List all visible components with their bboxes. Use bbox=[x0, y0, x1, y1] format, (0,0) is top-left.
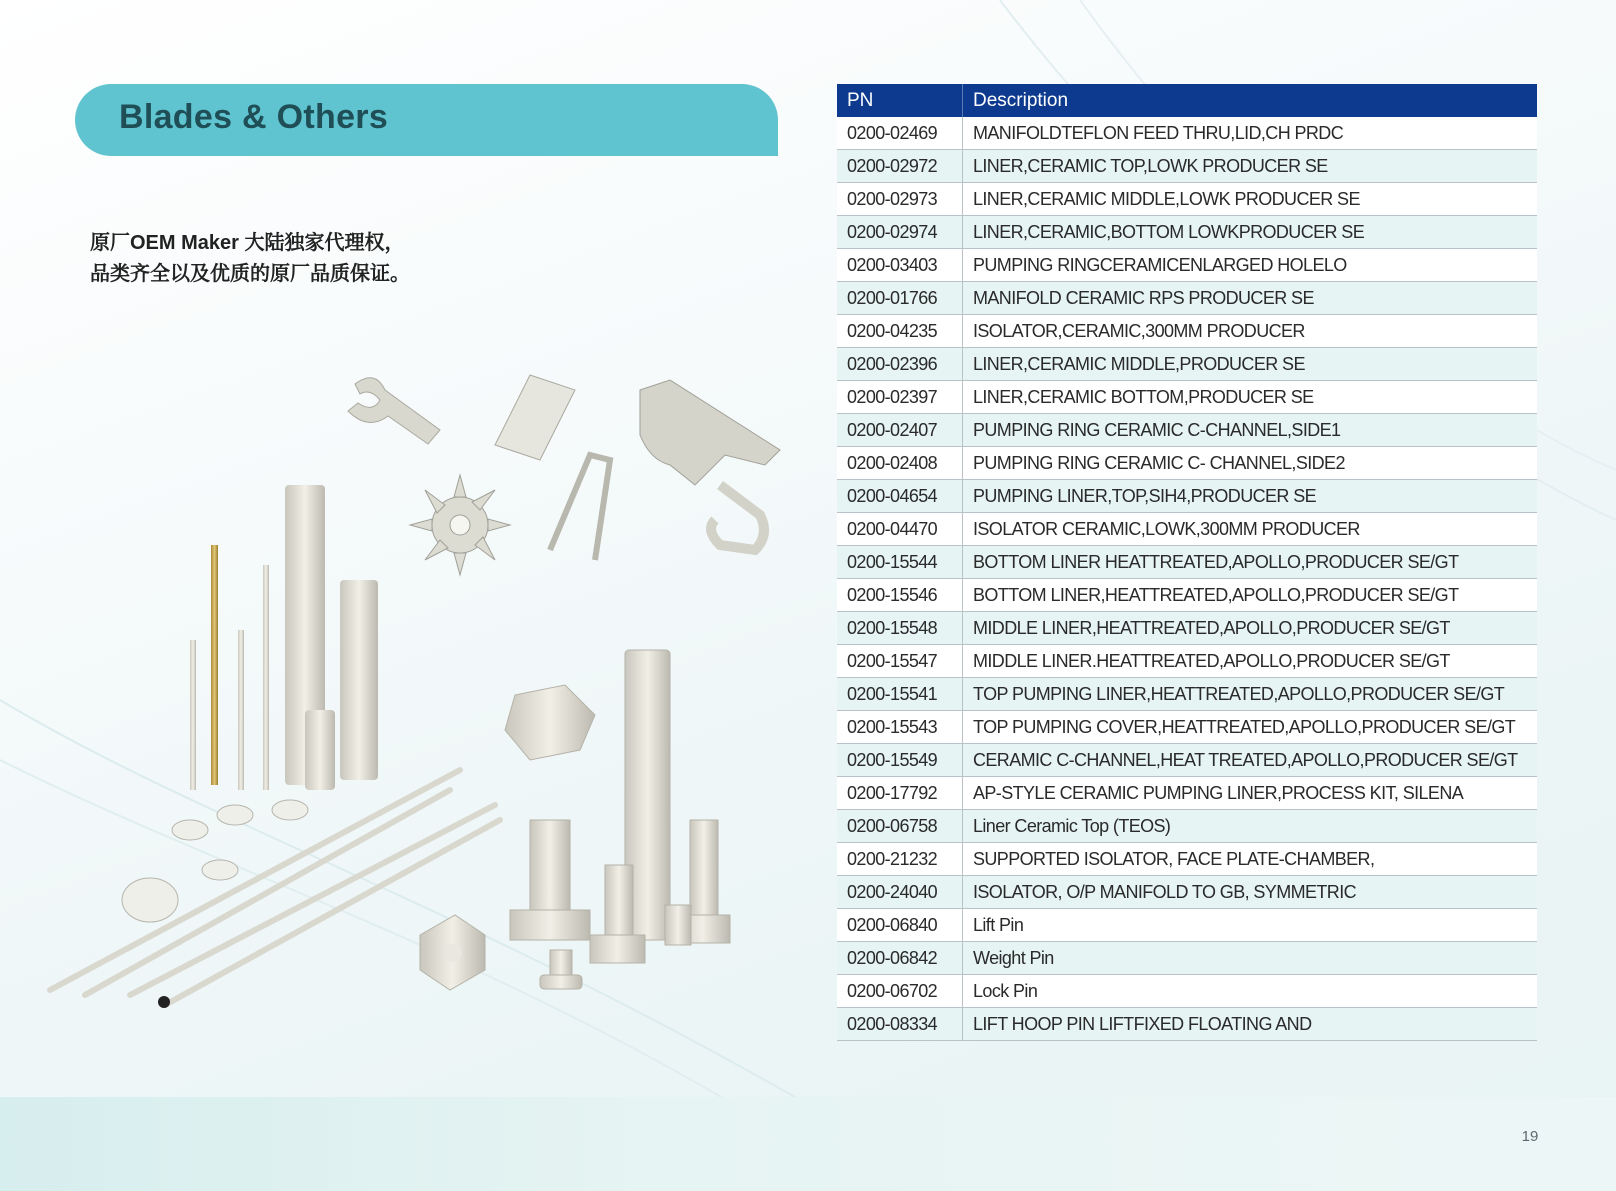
description-cell: PUMPING RINGCERAMICENLARGED HOLELO bbox=[963, 249, 1538, 282]
hook-blade bbox=[711, 485, 764, 550]
description-cell: LINER,CERAMIC BOTTOM,PRODUCER SE bbox=[963, 381, 1538, 414]
intro-text bbox=[90, 228, 410, 290]
parts-table bbox=[837, 84, 1537, 1041]
footer-band bbox=[0, 1097, 1616, 1191]
description-cell: Lock Pin bbox=[963, 975, 1538, 1008]
table-row bbox=[837, 216, 1537, 249]
table-row bbox=[837, 480, 1537, 513]
pn-cell: 0200-06840 bbox=[837, 909, 963, 942]
intro-line-1: 原厂OEM Maker 大陆独家代理权， bbox=[90, 232, 405, 254]
wrench-blade bbox=[348, 378, 440, 444]
table-row bbox=[837, 315, 1537, 348]
pn-cell: 0200-02973 bbox=[837, 183, 963, 216]
title-banner bbox=[75, 84, 778, 156]
description-cell: LINER,CERAMIC TOP,LOWK PRODUCER SE bbox=[963, 150, 1538, 183]
nut-hole bbox=[444, 944, 462, 962]
description-cell: CERAMIC C-CHANNEL,HEAT TREATED,APOLLO,PRODUCER SE/GT bbox=[963, 744, 1538, 777]
page-number: 19 bbox=[1521, 1128, 1539, 1145]
ceramic-parts-image bbox=[40, 370, 800, 1050]
table-row bbox=[837, 876, 1537, 909]
table-row bbox=[837, 348, 1537, 381]
description-cell: PUMPING LINER,TOP,SIH4,PRODUCER SE bbox=[963, 480, 1538, 513]
ceramic-tubes bbox=[190, 485, 378, 790]
description-cell: LINER,CERAMIC,BOTTOM LOWKPRODUCER SE bbox=[963, 216, 1538, 249]
column-header-pn: PN bbox=[837, 84, 963, 117]
description-cell: Lift Pin bbox=[963, 909, 1538, 942]
pn-cell: 0200-02972 bbox=[837, 150, 963, 183]
table-row bbox=[837, 381, 1537, 414]
table-row bbox=[837, 546, 1537, 579]
pn-cell: 0200-02408 bbox=[837, 447, 963, 480]
description-cell: PUMPING RING CERAMIC C- CHANNEL,SIDE2 bbox=[963, 447, 1538, 480]
column-header-description: Description bbox=[963, 84, 1538, 117]
description-cell: LINER,CERAMIC MIDDLE,LOWK PRODUCER SE bbox=[963, 183, 1538, 216]
description-cell: AP-STYLE CERAMIC PUMPING LINER,PROCESS KIT, SILENA bbox=[963, 777, 1538, 810]
pn-cell: 0200-06758 bbox=[837, 810, 963, 843]
pn-cell: 0200-02974 bbox=[837, 216, 963, 249]
star-blade bbox=[410, 475, 510, 575]
table-row bbox=[837, 711, 1537, 744]
table-row bbox=[837, 810, 1537, 843]
pn-cell: 0200-03403 bbox=[837, 249, 963, 282]
pn-cell: 0200-21232 bbox=[837, 843, 963, 876]
pn-cell: 0200-02469 bbox=[837, 117, 963, 150]
pn-cell: 0200-08334 bbox=[837, 1008, 963, 1041]
pn-cell: 0200-04654 bbox=[837, 480, 963, 513]
description-cell: BOTTOM LINER,HEATTREATED,APOLLO,PRODUCER SE/GT bbox=[963, 579, 1538, 612]
table-row bbox=[837, 843, 1537, 876]
table-row bbox=[837, 249, 1537, 282]
table-row bbox=[837, 447, 1537, 480]
table-row bbox=[837, 678, 1537, 711]
table-row bbox=[837, 1008, 1537, 1041]
description-cell: TOP PUMPING LINER,HEATTREATED,APOLLO,PRODUCER SE/GT bbox=[963, 678, 1538, 711]
description-cell: ISOLATOR, O/P MANIFOLD TO GB, SYMMETRIC bbox=[963, 876, 1538, 909]
description-cell: PUMPING RING CERAMIC C-CHANNEL,SIDE1 bbox=[963, 414, 1538, 447]
table-header-row bbox=[837, 84, 1537, 117]
plate-blade bbox=[495, 375, 575, 460]
table-row bbox=[837, 942, 1537, 975]
table-row bbox=[837, 414, 1537, 447]
table-row bbox=[837, 513, 1537, 546]
description-cell: MIDDLE LINER,HEATTREATED,APOLLO,PRODUCER SE/GT bbox=[963, 612, 1538, 645]
pn-cell: 0200-02407 bbox=[837, 414, 963, 447]
pn-cell: 0200-15546 bbox=[837, 579, 963, 612]
description-cell: SUPPORTED ISOLATOR, FACE PLATE-CHAMBER, bbox=[963, 843, 1538, 876]
description-cell: ISOLATOR CERAMIC,LOWK,300MM PRODUCER bbox=[963, 513, 1538, 546]
pn-cell: 0200-06842 bbox=[837, 942, 963, 975]
pn-cell: 0200-04235 bbox=[837, 315, 963, 348]
pn-cell: 0200-15541 bbox=[837, 678, 963, 711]
pn-cell: 0200-15547 bbox=[837, 645, 963, 678]
table-row bbox=[837, 744, 1537, 777]
pn-cell: 0200-15544 bbox=[837, 546, 963, 579]
table-row bbox=[837, 183, 1537, 216]
description-cell: BOTTOM LINER HEATTREATED,APOLLO,PRODUCER SE/GT bbox=[963, 546, 1538, 579]
description-cell: MANIFOLDTEFLON FEED THRU,LID,CH PRDC bbox=[963, 117, 1538, 150]
description-cell: Liner Ceramic Top (TEOS) bbox=[963, 810, 1538, 843]
intro-line-2: 品类齐全以及优质的原厂品质保证。 bbox=[90, 263, 410, 285]
pn-cell: 0200-17792 bbox=[837, 777, 963, 810]
page-title: Blades & Others bbox=[119, 98, 389, 136]
pn-cell: 0200-02397 bbox=[837, 381, 963, 414]
description-cell: TOP PUMPING COVER,HEATTREATED,APOLLO,PRODUCER SE/GT bbox=[963, 711, 1538, 744]
pn-cell: 0200-15548 bbox=[837, 612, 963, 645]
pn-cell: 0200-15543 bbox=[837, 711, 963, 744]
description-cell: LINER,CERAMIC MIDDLE,PRODUCER SE bbox=[963, 348, 1538, 381]
table-row bbox=[837, 645, 1537, 678]
fork-blade bbox=[640, 380, 780, 485]
table-row bbox=[837, 150, 1537, 183]
table-row bbox=[837, 282, 1537, 315]
pn-cell: 0200-15549 bbox=[837, 744, 963, 777]
v-blade bbox=[550, 455, 610, 560]
table-row bbox=[837, 975, 1537, 1008]
description-cell: MANIFOLD CERAMIC RPS PRODUCER SE bbox=[963, 282, 1538, 315]
table-row bbox=[837, 777, 1537, 810]
description-cell: MIDDLE LINER.HEATTREATED,APOLLO,PRODUCER SE/GT bbox=[963, 645, 1538, 678]
table-row bbox=[837, 579, 1537, 612]
pn-cell: 0200-24040 bbox=[837, 876, 963, 909]
table-row bbox=[837, 909, 1537, 942]
pn-cell: 0200-01766 bbox=[837, 282, 963, 315]
pn-cell: 0200-02396 bbox=[837, 348, 963, 381]
description-cell: LIFT HOOP PIN LIFTFIXED FLOATING AND bbox=[963, 1008, 1538, 1041]
description-cell: ISOLATOR,CERAMIC,300MM PRODUCER bbox=[963, 315, 1538, 348]
pn-cell: 0200-06702 bbox=[837, 975, 963, 1008]
description-cell: Weight Pin bbox=[963, 942, 1538, 975]
table-row bbox=[837, 612, 1537, 645]
table-row bbox=[837, 117, 1537, 150]
rod-end-cap bbox=[158, 996, 170, 1008]
pn-cell: 0200-04470 bbox=[837, 513, 963, 546]
